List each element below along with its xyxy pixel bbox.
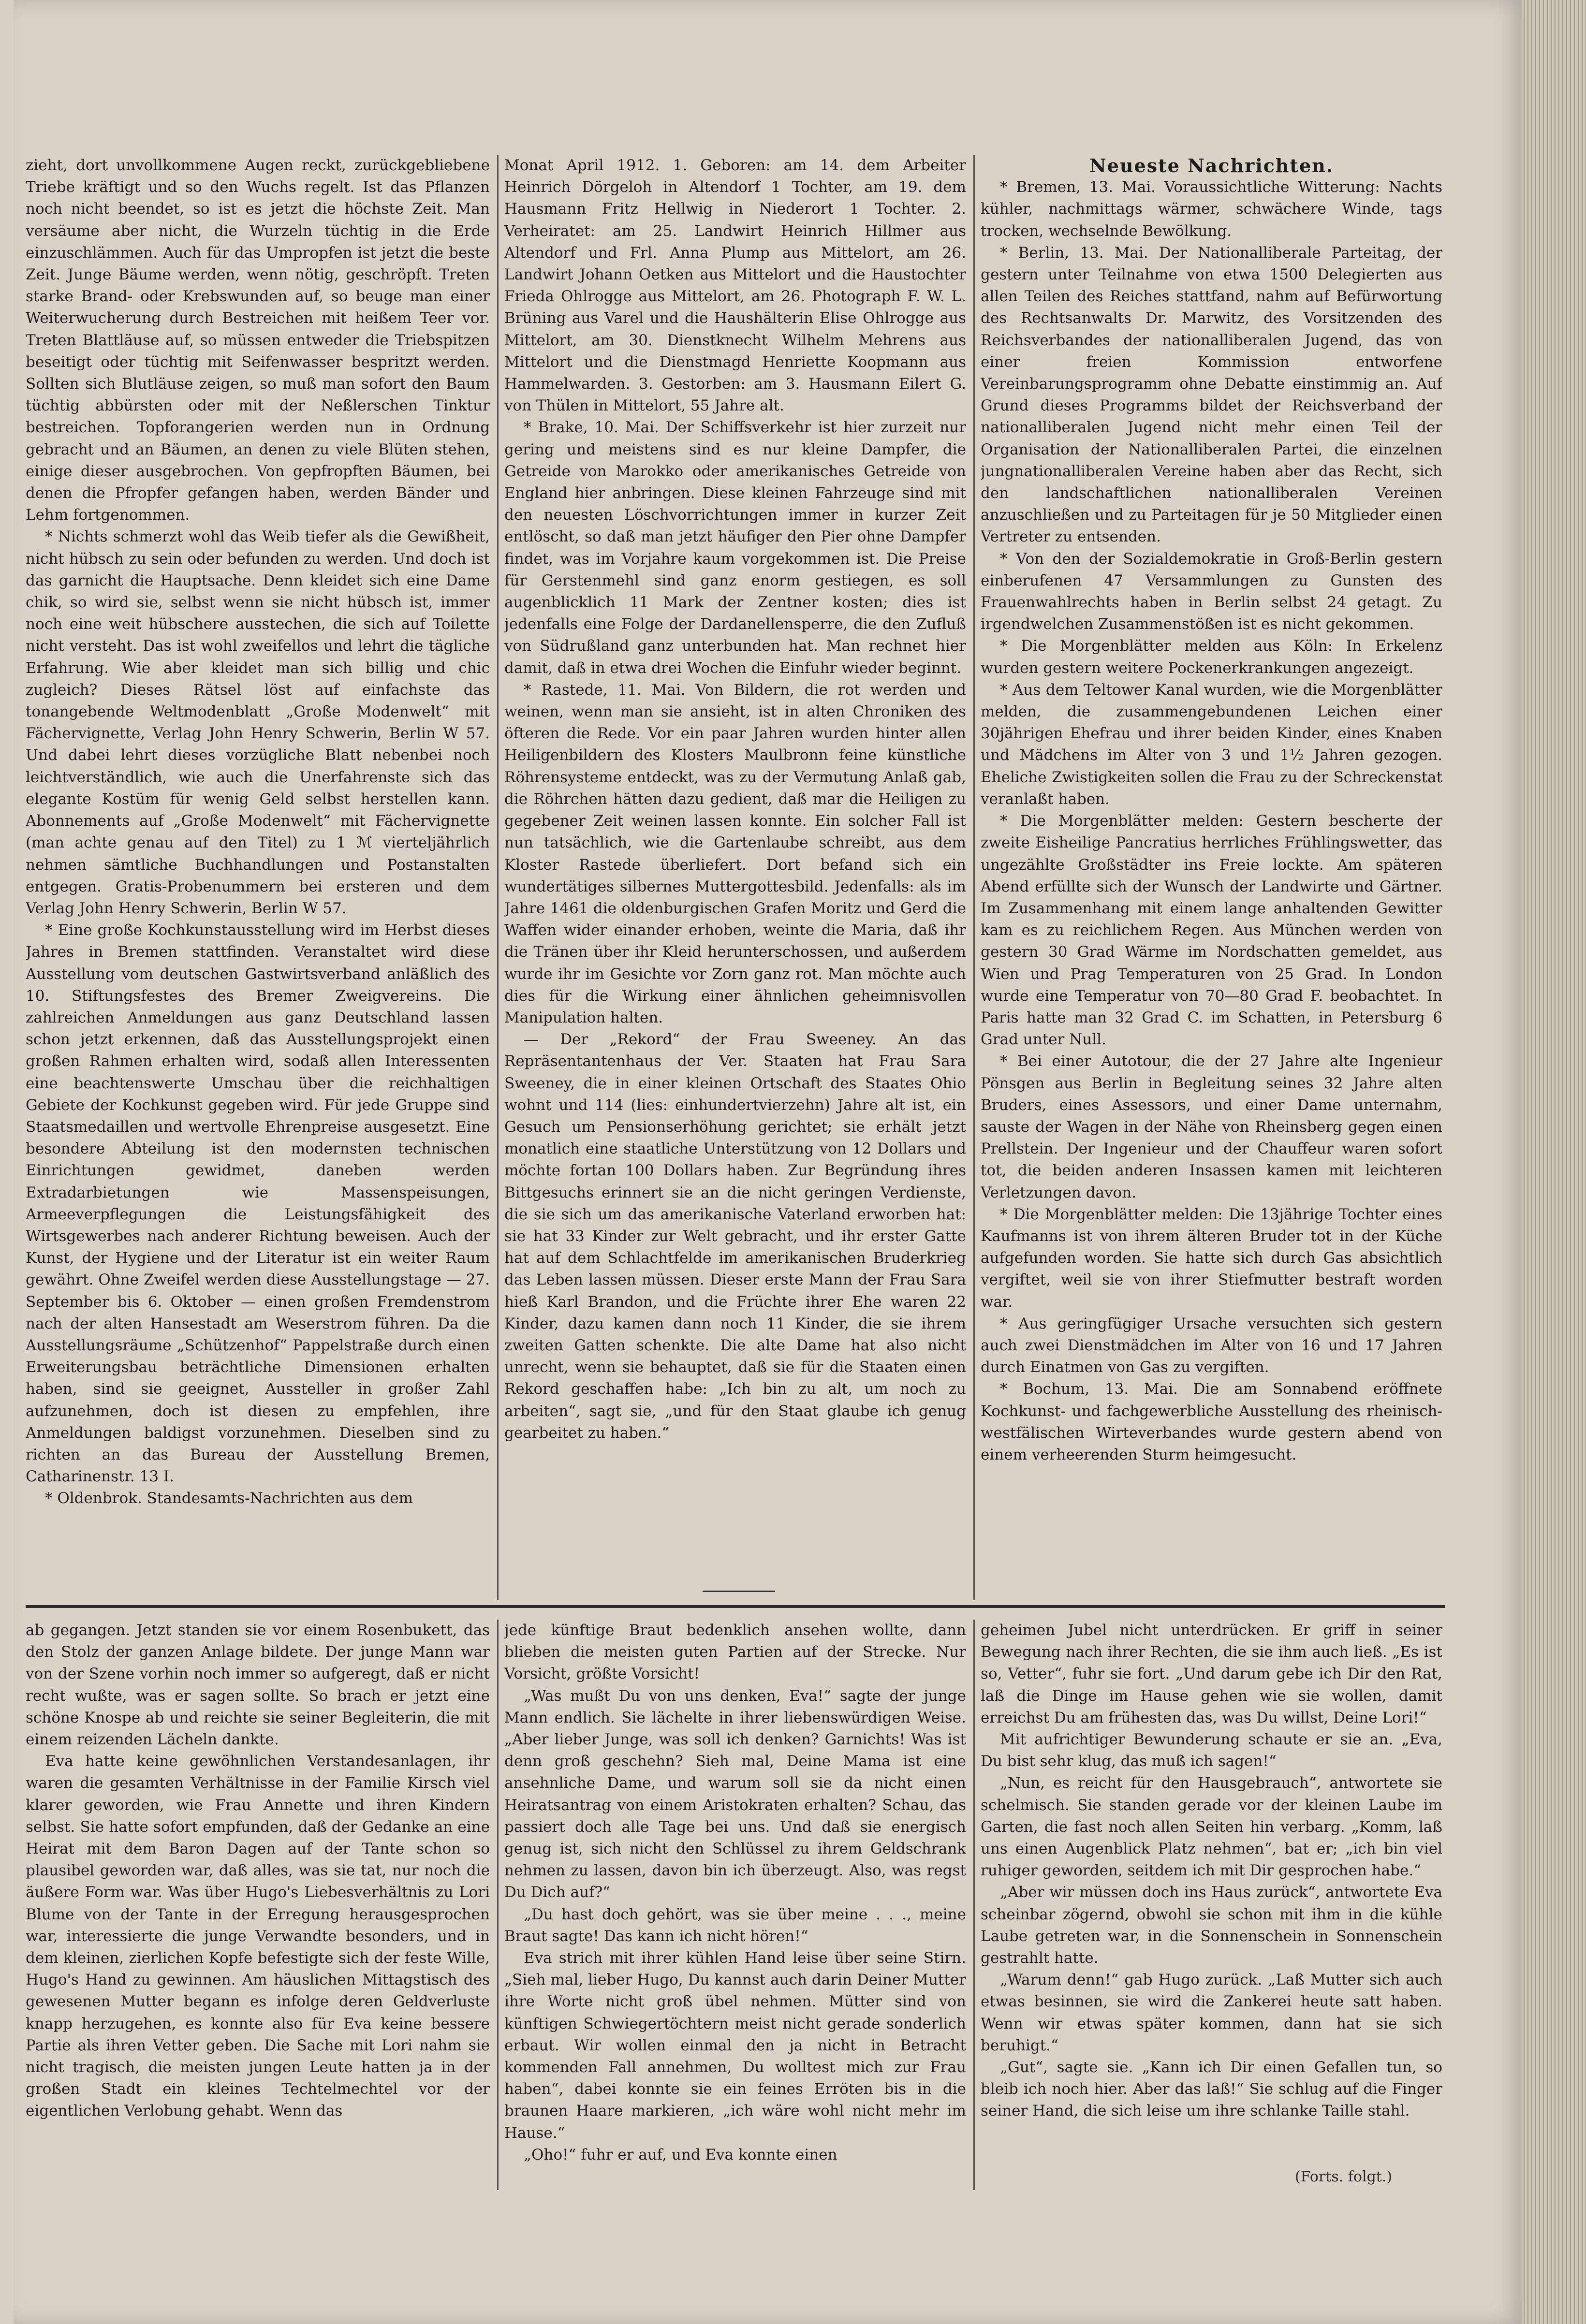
continuation-note: (Forts. folgt.)	[1295, 2168, 1393, 2185]
column-divider-2	[973, 155, 975, 1600]
col5-para-3: „Du hast doch gehört, was sie über meine . . ., meine Braut sagte! Das kann ich nicht hören!“	[504, 1905, 966, 1945]
col6-para-2: Mit aufrichtiger Bewunderung schaute er sie an. „Eva, Du bist sehr klug, das muß ich sagen!“	[981, 1731, 1442, 1770]
article-end-rule	[703, 1591, 775, 1592]
column-5	[504, 1620, 966, 2190]
col5-para-4: Eva strich mit ihrer kühlen Hand leise über seine Stirn. „Sieh mal, lieber Hugo, Du kannst auch darin Deiner Mutter ihre Worte nicht groß übel nehmen. Mütter sind von künftigen Schwiegertöchtern meist nicht gerade sonderlich erbaut. Wir wollen einmal den ja nicht in Betracht kommenden Fall annehmen, Du wolltest mich zur Frau haben“, dabei konnte sie ein feines Erröten bis in die braunen Haare markieren, „ich wäre wohl nicht mehr im Hause.“	[504, 1949, 966, 2142]
col2-para-2: * Brake, 10. Mai. Der Schiffsverkehr ist hier zurzeit nur gering und meistens sind es nur kleine Dampfer, die Getreide von Marokko oder amerikanisches Getreide von England hier anbringen. Diese kleinen Fahrzeuge sind mit den neuesten Löschvorrichtungen immer in kurzer Zeit entlöscht, so daß man jetzt häufiger den Pier ohne Dampfer findet, was im Vorjahre kaum vorgekommen ist. Die Preise für Gerstenmehl sind ganz enorm gestiegen, es soll augenblicklich 11 Mark der Zentner kosten; dies ist jedenfalls eine Folge der Dardanellensperre, die den Zufluß von Südrußland ganz unterbunden hat. Man rechnet hier damit, daß in etwa drei Wochen die Einfuhr wieder beginnt.	[504, 419, 966, 677]
col3-para-7: * Bei einer Autotour, die der 27 Jahre alte Ingenieur Pönsgen aus Berlin in Begleitung seines 32 Jahre alten Bruders, eines Assessors, und einer Dame unternahm, sauste der Wagen in der Nähe von Rheinsberg gegen einen Prellstein. Der Ingenieur und der Chauffeur waren sofort tot, die beiden anderen Insassen kamen mit leichteren Verletzungen davon.	[981, 1052, 1442, 1201]
col5-para-1: jede künftige Braut bedenklich ansehen wollte, dann blieben die meisten guten Partien auf der Strecke. Nur Vorsicht, größte Vorsicht!	[504, 1622, 966, 1683]
col2-para-4: — Der „Rekord“ der Frau Sweeney. An das Repräsentantenhaus der Ver. Staaten hat Frau Sara Sweeney, die in einer kleinen Ortschaft des Staates Ohio wohnt und 114 (lies: einhundertvierzehn) Jahre alt ist, ein Gesuch um Pensionserhöhung gerichtet; sie erhält jetzt monatlich eine staatliche Unterstützung von 12 Dollars und möchte fortan 100 Dollars haben. Zur Begründung ihres Bittgesuchs erinnert sie an die nicht geringen Verdienste, die sie sich um das amerikanische Vaterland erworben hat: sie hat 33 Kinder zur Welt gebracht, und ihr erster Gatte hat auf dem Schlachtfelde im amerikanischen Bruderkrieg das Leben lassen müssen. Dieser erste Mann der Frau Sara hieß Karl Brandon, und die Früchte ihrer Ehe waren 22 Kinder, dazu kamen dann noch 11 Kinder, die sie ihrem zweiten Gatten schenkte. Die alte Dame hat also nicht unrecht, wenn sie behauptet, daß sie für die Staaten einen Rekord geschaffen habe: „Ich bin zu alt, um noch zu arbeiten“, sagt sie, „und für den Staat glaube ich genug gearbeitet zu haben.“	[504, 1031, 966, 1442]
col3-para-6: * Die Morgenblätter melden: Gestern bescherte der zweite Eisheilige Pancratius herrliches Frühlingswetter, das ungezählte Großstädter ins Freie lockte. Am späteren Abend erfüllte sich der Wunsch der Landwirte und Gärtner. Im Zusammenhang mit einem lange anhaltenden Gewitter kam es zu reichlichem Regen. Aus München werden von gestern 30 Grad Wärme im Nordschatten gemeldet, aus Wien und Prag Temperaturen von 25 Grad. In London wurde eine Temperatur von 70—80 Grad F. beobachtet. In Paris hatte man 32 Grad C. im Schatten, in Petersburg 6 Grad unter Null.	[981, 812, 1442, 1049]
column-2	[504, 155, 966, 1595]
col3-para-8: * Die Morgenblätter melden: Die 13jährige Tochter eines Kaufmanns ist von ihrem älteren Bruder tot in der Küche aufgefunden worden. Sie hatte sich durch Gas absichtlich vergiftet, weil sie von ihrer Stiefmutter bestraft worden war.	[981, 1205, 1442, 1311]
column-6	[981, 1620, 1442, 2166]
col2-para-1: Monat April 1912. 1. Geboren: am 14. dem Arbeiter Heinrich Dörgeloh in Altendorf 1 Tochter, am 19. dem Hausmann Fritz Hellwig in Niederort 1 Tochter. 2. Verheiratet: am 25. Landwirt Heinrich Hillmer aus Altendorf und Frl. Anna Plump aus Mittelort, am 26. Landwirt Johann Oetken aus Mittelort und die Haustochter Frieda Ohlrogge aus Mittelort, am 26. Photograph F. W. L. Brüning aus Varel und die Haushälterin Elise Ohlrogge aus Mittelort, am 30. Dienstknecht Wilhelm Mehrens aus Mittelort und die Dienstmagd Henriette Koopmann aus Hammelwarden. 3. Gestorben: am 3. Hausmann Eilert G. von Thülen in Mittelort, 55 Jahre alt.	[504, 157, 966, 415]
column-divider-4	[973, 1620, 975, 2190]
col6-para-1: geheimen Jubel nicht unterdrücken. Er griff in seiner Bewegung nach ihrer Rechten, die sie ihm auch ließ. „Es ist so, Vetter“, fuhr sie fort. „Und darum gebe ich Dir den Rat, laß die Dinge im Hause gehen wie sie wollen, damit erreichst Du am frühesten das, was Du willst, Deine Lori!“	[981, 1622, 1442, 1726]
newspaper-page	[14, 0, 1522, 2324]
col6-para-6: „Gut“, sagte sie. „Kann ich Dir einen Gefallen tun, so bleib ich noch hier. Aber das laß!“ Sie schlug auf die Finger seiner Hand, die sich leise um ihre schlanke Taille stahl.	[981, 2059, 1442, 2120]
book-page-edges	[1522, 0, 1586, 2324]
feuilleton-divider-rule	[26, 1605, 1445, 1608]
col1-para-3: * Eine große Kochkunstausstellung wird im Herbst dieses Jahres in Bremen stattfinden. Veranstaltet wird diese Ausstellung vom deutschen Gastwirtsverband anläßlich des 10. Stiftungsfestes des Bremer Zweigvereins. Die zahlreichen Anmeldungen aus ganz Deutschland lassen schon jetzt erkennen, daß das Ausstellungsprojekt einen großen Rahmen erhalten wird, sodaß allen Interessenten eine beachtenswerte Umschau über die reichhaltigen Gebiete der Kochkunst gegeben wird. Für jede Gruppe sind Staatsmedaillen und wertvolle Ehrenpreise ausgesetzt. Eine besondere Abteilung ist den modernsten technischen Einrichtungen gewidmet, daneben werden Extradarbietungen wie Massenspeisungen, Armeeverpflegungen die Leistungsfähigkeit des Wirtsgewerbes nach anderer Richtung beweisen. Auch der Kunst, der Hygiene und der Literatur ist ein weiter Raum gewährt. Ohne Zweifel werden diese Ausstellungstage — 27. September bis 6. Oktober — einen großen Fremdenstrom nach der alten Hansestadt am Weserstrom führen. Da die Ausstellungsräume „Schützenhof“ Pappelstraße durch einen Erweiterungsbau beträchtliche Dimensionen erhalten haben, sind sie geeignet, Aussteller in großer Zahl aufzunehmen, doch ist diesen zu empfehlen, ihre Anmeldungen baldigst vorzunehmen. Dieselben sind zu richten an das Bureau der Ausstellung Bremen, Catharinenstr. 13 I.	[26, 921, 490, 1486]
col6-para-5: „Warum denn!“ gab Hugo zurück. „Laß Mutter sich auch etwas besinnen, sie wird die Zankerei heute satt haben. Wenn wir etwas später kommen, dann hat sie sich beruhigt.“	[981, 1971, 1442, 2054]
col1-para-1: zieht, dort unvollkommene Augen reckt, zurückgebliebene Triebe kräftigt und so den Wuchs regelt. Ist das Pflanzen noch nicht beendet, so ist es jetzt die höchste Zeit. Man versäume aber nicht, die Wurzeln tüchtig in die Erde einzuschlämmen. Auch für das Umpropfen ist jetzt die beste Zeit. Junge Bäume werden, wenn nötig, geschröpft. Treten starke Brand- oder Krebswunden auf, so beuge man einer Weiterwucherung durch Bestreichen mit heißem Teer vor. Treten Blattläuse auf, so müssen entweder die Triebspitzen beseitigt oder tüchtig mit Seifenwasser bespritzt werden. Sollten sich Blutläuse zeigen, so muß man sofort den Baum tüchtig abbürsten oder mit der Neßlerschen Tinktur bestreichen. Topforangerien werden nun in Ordnung gebracht und an Bäumen, an denen zu viele Blüten stehen, einige dieser ausgebrochen. Von gepfropften Bäumen, bei denen die Pfropfer gefangen haben, werden Bänder und Lehm fortgenommen.	[26, 157, 490, 524]
column-4	[26, 1620, 490, 2190]
column-divider-1	[497, 155, 499, 1600]
col6-para-4: „Aber wir müssen doch ins Haus zurück“, antwortete Eva scheinbar zögernd, obwohl sie schon mit ihm in die kühle Laube getreten war, in die Sonnenschein in Sonnenschein gestrahlt hatte.	[981, 1884, 1442, 1967]
col3-para-3: * Von den der Sozialdemokratie in Groß-Berlin gestern einberufenen 47 Versammlungen zu Gunsten des Frauenwahlrechts haben in Berlin selbst 24 getagt. Zu irgendwelchen Zusammenstößen ist es nicht gekommen.	[981, 550, 1442, 633]
col1-para-4: * Oldenbrok. Standesamts-Nachrichten aus dem	[45, 1490, 413, 1507]
col3-para-2: * Berlin, 13. Mai. Der Nationalliberale Parteitag, der gestern unter Teilnahme von etwa 1500 Delegierten aus allen Teilen des Reiches stattfand, nahm auf Befürwortung des Rechtsanwalts Dr. Marwitz, des Vorsitzenden des Reichsverbandes der nationalliberalen Jugend, das von einer freien Kommission entworfene Vereinbarungsprogramm ohne Debatte einstimmig an. Auf Grund dieses Programms bildet der Reichsverband der nationalliberalen Jugend nicht mehr einen Teil der Organisation der Nationalliberalen Partei, die einzelnen jungnationalliberalen Vereine haben aber das Recht, sich den landschaftlichen nationalliberalen Vereinen anzuschließen und zu Parteitagen für je 50 Mitglieder einen Vertreter zu entsenden.	[981, 244, 1442, 546]
column-divider-3	[497, 1620, 499, 2190]
col3-para-10: * Bochum, 13. Mai. Die am Sonnabend eröffnete Kochkunst- und fachgewerbliche Ausstellung des rheinisch-westfälischen Wirteverbandes wurde gestern abend von einem verheerenden Sturm heimgesucht.	[981, 1380, 1442, 1463]
col3-para-5: * Aus dem Teltower Kanal wurden, wie die Morgenblätter melden, die zusammengebundenen Leichen einer 30jährigen Ehefrau und ihrer beiden Kinder, eines Knaben und Mädchens im Alter von 3 und 1½ Jahren gezogen. Eheliche Zwistigkeiten sollen die Frau zu der Schreckenstat veranlaßt haben.	[981, 681, 1442, 808]
col3-para-1: * Bremen, 13. Mai. Voraussichtliche Witterung: Nachts kühler, nachmittags wärmer, schwächere Winde, tags trocken, wechselnde Bewölkung.	[981, 178, 1442, 240]
col5-para-5: „Oho!“ fuhr er auf, und Eva konnte einen	[524, 2146, 837, 2163]
column-3	[981, 155, 1442, 1595]
col3-para-9: * Aus geringfügiger Ursache versuchten sich gestern auch zwei Dienstmädchen im Alter von 16 und 17 Jahren durch Einatmen von Gas zu vergiften.	[981, 1315, 1442, 1376]
col3-para-4: * Die Morgenblätter melden aus Köln: In Erkelenz wurden gestern weitere Pockenerkrankungen angezeigt.	[981, 637, 1442, 677]
column-1	[26, 155, 490, 1605]
col5-para-2: „Was mußt Du von uns denken, Eva!“ sagte der junge Mann endlich. Sie lächelte in ihrer liebenswürdigen Weise. „Aber lieber Junge, was soll ich denken? Garnichts! Was ist denn groß geschehn? Sieh mal, Deine Mama ist eine ansehnliche Dame, und warum soll sie da nicht einen Heiratsantrag von einem Aristokraten erhalten? Schau, das passiert doch alle Tage bei uns. Und daß sie energisch genug ist, sich nicht den Schlüssel zu ihrem Geldschrank nehmen zu lassen, davon bin ich überzeugt. Also, was regst Du Dich auf?“	[504, 1687, 966, 1901]
news-section-heading: Neueste Nachrichten.	[1089, 155, 1334, 176]
col1-para-2: * Nichts schmerzt wohl das Weib tiefer als die Gewißheit, nicht hübsch zu sein oder befunden zu werden. Und doch ist das garnicht die Hauptsache. Denn kleidet sich eine Dame chik, so wird sie, selbst wenn sie nicht hübsch ist, immer noch eine weit hübschere ausstechen, die sich auf Toilette nicht versteht. Das ist wohl zweifellos und lehrt die tägliche Erfahrung. Wie aber kleidet man sich billig und chic zugleich? Dieses Rätsel löst auf einfachste das tonangebende Weltmodenblatt „Große Modenwelt“ mit Fächervignette, Verlag John Henry Schwerin, Berlin W 57. Und dabei lehrt dieses vorzügliche Blatt nebenbei noch leichtverständlich, wie auch die Unerfahrenste sich das elegante Kostüm für wenig Geld selbst herstellen kann. Abonnements auf „Große Modenwelt“ mit Fächervignette (man achte genau auf den Titel) zu 1 ℳ vierteljährlich nehmen sämtliche Buchhandlungen und Postanstalten entgegen. Gratis-Probenummern bei ersteren und dem Verlag John Henry Schwerin, Berlin W 57.	[26, 528, 490, 917]
col2-para-3: * Rastede, 11. Mai. Von Bildern, die rot werden und weinen, wenn man sie ansieht, ist in alten Chroniken des öfteren die Rede. Vor ein paar Jahren wurden hinter allen Heiligenbildern des Klosters Maulbronn feine künstliche Röhrensysteme entdeckt, was zu der Vermutung Anlaß gab, die Röhrchen hätten dazu gedient, daß mar die Heiligen zu gegebener Zeit weinen lassen konnte. Ein solcher Fall ist nun tatsächlich, wie die Gartenlaube schreibt, aus dem Kloster Rastede überliefert. Dort befand sich ein wundertätiges silbernes Muttergottesbild. Jedenfalls: als im Jahre 1461 die oldenburgischen Grafen Moritz und Gerd die Waffen wider einander erhoben, weinte die Maria, daß ihr die Tränen über ihr Kleid herunterschossen, und außerdem wurde ihr im Gesichte vor Zorn ganz rot. Man möchte auch dies für die Wirkung einer ähnlichen geheimnisvollen Manipulation halten.	[504, 681, 966, 1026]
col6-para-3: „Nun, es reicht für den Hausgebrauch“, antwortete sie schelmisch. Sie standen gerade vor der kleinen Laube im Garten, die fast noch allen Seiten hin verbarg. „Komm, laß uns einen Augenblick Platz nehmen“, bat er; „ich bin viel ruhiger geworden, seitdem ich mit Dir gesprochen habe.“	[981, 1774, 1442, 1880]
previous-page-edge	[0, 0, 15, 2324]
col4-para-1: ab gegangen. Jetzt standen sie vor einem Rosenbukett, das den Stolz der ganzen Anlage bildete. Der junge Mann war von der Szene vorhin noch immer so aufgeregt, daß er nicht recht wußte, was er sagen sollte. So brach er jetzt eine schöne Knospe ab und reichte sie seiner Begleiterin, die mit einem reizenden Lächeln dankte.	[26, 1622, 490, 1749]
col4-para-2: Eva hatte keine gewöhnlichen Verstandesanlagen, ihr waren die gesamten Verhältnisse in der Familie Kirsch viel klarer geworden, wie Frau Annette und ihren Kindern selbst. Sie hatte sofort empfunden, daß der Gedanke an eine Heirat mit dem Baron Dagen auf der Tante schon so plausibel geworden war, daß alles, was sie tat, nur noch die äußere Form war. Was über Hugo's Liebesverhältnis zu Lori Blume von der Tante in der Erregung herausgesprochen war, interessierte die junge Verwandte besonders, und in dem kleinen, zierlichen Kopfe befestigte sich der feste Wille, Hugo's Hand zu gewinnen. Am häuslichen Mittagstisch des gewesenen Mutter begann es infolge deren Geldverluste knapp herzugehen, es konnte also für Eva keine bessere Partie als ihren Vetter geben. Die Sache mit Lori nahm sie nicht tragisch, die meisten jungen Leute hatten ja in der großen Stadt ein kleines Techtelmechtel vor der eigentlichen Verlobung gehabt. Wenn das	[26, 1753, 490, 2120]
